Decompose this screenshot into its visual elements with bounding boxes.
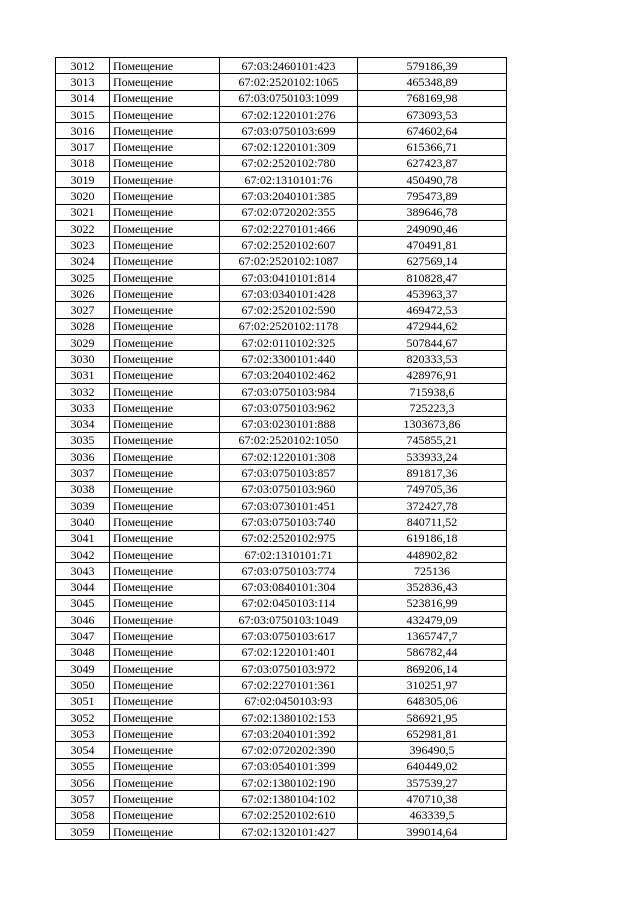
cadastral-number-cell: 67:03:0750103:984 <box>220 383 358 399</box>
table-row <box>56 465 507 481</box>
object-type-cell: Помещение <box>110 726 220 742</box>
cadastral-number-cell: 67:03:2040102:462 <box>220 367 358 383</box>
table-row <box>56 709 507 725</box>
row-number-cell: 3024 <box>56 253 110 269</box>
cadastral-value-cell: 820333,53 <box>358 351 507 367</box>
cadastral-value-cell: 674602,64 <box>358 123 507 139</box>
cadastral-number-cell: 67:02:1220101:308 <box>220 449 358 465</box>
cadastral-number-cell: 67:02:1320101:427 <box>220 823 358 839</box>
table-row <box>56 514 507 530</box>
object-type-cell: Помещение <box>110 416 220 432</box>
table-row <box>56 123 507 139</box>
cadastral-value-cell: 463339,5 <box>358 807 507 823</box>
row-number-cell: 3038 <box>56 481 110 497</box>
cadastral-value-cell: 586782,44 <box>358 644 507 660</box>
object-type-cell: Помещение <box>110 74 220 90</box>
cadastral-number-cell: 67:03:0750103:774 <box>220 563 358 579</box>
cadastral-value-cell: 840711,52 <box>358 514 507 530</box>
cadastral-value-cell: 465348,89 <box>358 74 507 90</box>
table-row <box>56 351 507 367</box>
cadastral-number-cell: 67:03:0230101:888 <box>220 416 358 432</box>
cadastral-number-cell: 67:03:2040101:392 <box>220 726 358 742</box>
cadastral-number-cell: 67:03:0730101:451 <box>220 498 358 514</box>
cadastral-number-cell: 67:02:2520102:1087 <box>220 253 358 269</box>
row-number-cell: 3019 <box>56 172 110 188</box>
table-row <box>56 546 507 562</box>
row-number-cell: 3022 <box>56 220 110 236</box>
cadastral-number-cell: 67:03:0540101:399 <box>220 758 358 774</box>
table-row <box>56 172 507 188</box>
object-type-cell: Помещение <box>110 106 220 122</box>
object-type-cell: Помещение <box>110 253 220 269</box>
table-row <box>56 220 507 236</box>
cadastral-value-cell: 648305,06 <box>358 693 507 709</box>
object-type-cell: Помещение <box>110 318 220 334</box>
cadastral-number-cell: 67:02:1310101:76 <box>220 172 358 188</box>
object-type-cell: Помещение <box>110 823 220 839</box>
object-type-cell: Помещение <box>110 579 220 595</box>
table-row <box>56 318 507 334</box>
cadastral-number-cell: 67:03:0750103:1099 <box>220 90 358 106</box>
cadastral-number-cell: 67:03:0340101:428 <box>220 286 358 302</box>
cadastral-value-cell: 399014,64 <box>358 823 507 839</box>
object-type-cell: Помещение <box>110 139 220 155</box>
row-number-cell: 3034 <box>56 416 110 432</box>
row-number-cell: 3053 <box>56 726 110 742</box>
object-type-cell: Помещение <box>110 807 220 823</box>
cadastral-number-cell: 67:03:0750103:962 <box>220 400 358 416</box>
row-number-cell: 3018 <box>56 155 110 171</box>
cadastral-value-cell: 619186,18 <box>358 530 507 546</box>
table-row <box>56 628 507 644</box>
row-number-cell: 3040 <box>56 514 110 530</box>
cadastral-number-cell: 67:03:0750103:960 <box>220 481 358 497</box>
cadastral-number-cell: 67:03:2040101:385 <box>220 188 358 204</box>
object-type-cell: Помещение <box>110 595 220 611</box>
object-type-cell: Помещение <box>110 709 220 725</box>
cadastral-value-cell: 640449,02 <box>358 758 507 774</box>
table-row <box>56 400 507 416</box>
table-row <box>56 693 507 709</box>
cadastral-value-cell: 615366,71 <box>358 139 507 155</box>
object-type-cell: Помещение <box>110 367 220 383</box>
cadastral-number-cell: 67:02:1380102:153 <box>220 709 358 725</box>
cadastral-number-cell: 67:02:2520102:610 <box>220 807 358 823</box>
cadastral-number-cell: 67:02:1220101:309 <box>220 139 358 155</box>
object-type-cell: Помещение <box>110 335 220 351</box>
table-row <box>56 139 507 155</box>
table-row <box>56 644 507 660</box>
cadastral-number-cell: 67:02:2520102:607 <box>220 237 358 253</box>
table-row <box>56 660 507 676</box>
cadastral-value-cell: 891817,36 <box>358 465 507 481</box>
cadastral-number-cell: 67:02:1380104:102 <box>220 791 358 807</box>
table-row <box>56 106 507 122</box>
row-number-cell: 3042 <box>56 546 110 562</box>
cadastral-number-cell: 67:03:0750103:699 <box>220 123 358 139</box>
row-number-cell: 3033 <box>56 400 110 416</box>
cadastral-value-cell: 389646,78 <box>358 204 507 220</box>
object-type-cell: Помещение <box>110 498 220 514</box>
cadastral-value-cell: 725136 <box>358 563 507 579</box>
object-type-cell: Помещение <box>110 530 220 546</box>
table-row <box>56 775 507 791</box>
cadastral-value-cell: 357539,27 <box>358 775 507 791</box>
row-number-cell: 3013 <box>56 74 110 90</box>
cadastral-value-cell: 725223,3 <box>358 400 507 416</box>
row-number-cell: 3025 <box>56 269 110 285</box>
row-number-cell: 3017 <box>56 139 110 155</box>
cadastral-value-cell: 627423,87 <box>358 155 507 171</box>
cadastral-value-cell: 450490,78 <box>358 172 507 188</box>
row-number-cell: 3057 <box>56 791 110 807</box>
row-number-cell: 3046 <box>56 612 110 628</box>
cadastral-value-cell: 352836,43 <box>358 579 507 595</box>
object-type-cell: Помещение <box>110 58 220 74</box>
object-type-cell: Помещение <box>110 286 220 302</box>
row-number-cell: 3035 <box>56 432 110 448</box>
table-row <box>56 188 507 204</box>
cadastral-number-cell: 67:03:0750103:857 <box>220 465 358 481</box>
cadastral-value-cell: 579186,39 <box>358 58 507 74</box>
cadastral-value-cell: 428976,91 <box>358 367 507 383</box>
table-row <box>56 758 507 774</box>
object-type-cell: Помещение <box>110 302 220 318</box>
table-body <box>56 58 507 840</box>
object-type-cell: Помещение <box>110 677 220 693</box>
cadastral-value-cell: 448902,82 <box>358 546 507 562</box>
cadastral-number-cell: 67:02:2520102:1178 <box>220 318 358 334</box>
cadastral-value-cell: 768169,98 <box>358 90 507 106</box>
cadastral-number-cell: 67:02:2520102:1050 <box>220 432 358 448</box>
table-row <box>56 367 507 383</box>
table-row <box>56 302 507 318</box>
object-type-cell: Помещение <box>110 432 220 448</box>
object-type-cell: Помещение <box>110 188 220 204</box>
table-row <box>56 726 507 742</box>
row-number-cell: 3012 <box>56 58 110 74</box>
object-type-cell: Помещение <box>110 237 220 253</box>
row-number-cell: 3029 <box>56 335 110 351</box>
cadastral-number-cell: 67:02:2520102:590 <box>220 302 358 318</box>
cadastral-value-cell: 469472,53 <box>358 302 507 318</box>
object-type-cell: Помещение <box>110 449 220 465</box>
table-row <box>56 90 507 106</box>
cadastral-value-cell: 586921,95 <box>358 709 507 725</box>
row-number-cell: 3052 <box>56 709 110 725</box>
table-row <box>56 74 507 90</box>
table-row <box>56 237 507 253</box>
cadastral-number-cell: 67:02:3300101:440 <box>220 351 358 367</box>
row-number-cell: 3058 <box>56 807 110 823</box>
row-number-cell: 3026 <box>56 286 110 302</box>
row-number-cell: 3021 <box>56 204 110 220</box>
cadastral-number-cell: 67:02:2270101:466 <box>220 220 358 236</box>
cadastral-value-cell: 432479,09 <box>358 612 507 628</box>
object-type-cell: Помещение <box>110 383 220 399</box>
cadastral-number-cell: 67:03:2460101:423 <box>220 58 358 74</box>
row-number-cell: 3047 <box>56 628 110 644</box>
cadastral-value-cell: 249090,46 <box>358 220 507 236</box>
table-row <box>56 595 507 611</box>
object-type-cell: Помещение <box>110 481 220 497</box>
cadastral-value-cell: 1303673,86 <box>358 416 507 432</box>
cadastral-value-cell: 533933,24 <box>358 449 507 465</box>
cadastral-value-cell: 470491,81 <box>358 237 507 253</box>
row-number-cell: 3016 <box>56 123 110 139</box>
cadastral-value-cell: 795473,89 <box>358 188 507 204</box>
object-type-cell: Помещение <box>110 644 220 660</box>
object-type-cell: Помещение <box>110 563 220 579</box>
table-row <box>56 481 507 497</box>
object-type-cell: Помещение <box>110 351 220 367</box>
table-row <box>56 269 507 285</box>
row-number-cell: 3023 <box>56 237 110 253</box>
table-row <box>56 58 507 74</box>
cadastral-value-cell: 396490,5 <box>358 742 507 758</box>
row-number-cell: 3059 <box>56 823 110 839</box>
object-type-cell: Помещение <box>110 204 220 220</box>
cadastral-number-cell: 67:02:0110102:325 <box>220 335 358 351</box>
cadastral-number-cell: 67:02:2520102:780 <box>220 155 358 171</box>
cadastral-value-cell: 372427,78 <box>358 498 507 514</box>
row-number-cell: 3048 <box>56 644 110 660</box>
row-number-cell: 3045 <box>56 595 110 611</box>
table-row <box>56 612 507 628</box>
table-row <box>56 677 507 693</box>
cadastral-number-cell: 67:02:1310101:71 <box>220 546 358 562</box>
cadastral-number-cell: 67:03:0750103:1049 <box>220 612 358 628</box>
table-row <box>56 335 507 351</box>
object-type-cell: Помещение <box>110 514 220 530</box>
cadastral-value-cell: 652981,81 <box>358 726 507 742</box>
table-row <box>56 498 507 514</box>
table-row <box>56 563 507 579</box>
cadastral-number-cell: 67:02:0450103:114 <box>220 595 358 611</box>
table-row <box>56 204 507 220</box>
object-type-cell: Помещение <box>110 155 220 171</box>
table-row <box>56 383 507 399</box>
cadastral-number-cell: 67:02:1220101:401 <box>220 644 358 660</box>
cadastral-value-cell: 869206,14 <box>358 660 507 676</box>
cadastral-value-cell: 470710,38 <box>358 791 507 807</box>
cadastral-value-cell: 310251,97 <box>358 677 507 693</box>
row-number-cell: 3039 <box>56 498 110 514</box>
cadastral-value-cell: 453963,37 <box>358 286 507 302</box>
cadastral-number-cell: 67:03:0750103:972 <box>220 660 358 676</box>
object-type-cell: Помещение <box>110 775 220 791</box>
cadastral-number-cell: 67:02:0720202:355 <box>220 204 358 220</box>
row-number-cell: 3055 <box>56 758 110 774</box>
table-row <box>56 416 507 432</box>
row-number-cell: 3032 <box>56 383 110 399</box>
table-row <box>56 530 507 546</box>
table-row <box>56 579 507 595</box>
table-row <box>56 286 507 302</box>
row-number-cell: 3020 <box>56 188 110 204</box>
object-type-cell: Помещение <box>110 172 220 188</box>
cadastral-value-cell: 507844,67 <box>358 335 507 351</box>
object-type-cell: Помещение <box>110 791 220 807</box>
row-number-cell: 3056 <box>56 775 110 791</box>
table-row <box>56 432 507 448</box>
table-row <box>56 155 507 171</box>
row-number-cell: 3014 <box>56 90 110 106</box>
cadastral-number-cell: 67:02:0450103:93 <box>220 693 358 709</box>
row-number-cell: 3043 <box>56 563 110 579</box>
cadastral-value-cell: 673093,53 <box>358 106 507 122</box>
object-type-cell: Помещение <box>110 123 220 139</box>
cadastral-value-cell: 1365747,7 <box>358 628 507 644</box>
row-number-cell: 3036 <box>56 449 110 465</box>
cadastral-number-cell: 67:03:0840101:304 <box>220 579 358 595</box>
table-row <box>56 742 507 758</box>
table-row <box>56 791 507 807</box>
object-type-cell: Помещение <box>110 400 220 416</box>
row-number-cell: 3037 <box>56 465 110 481</box>
row-number-cell: 3049 <box>56 660 110 676</box>
cadastral-value-cell: 472944,62 <box>358 318 507 334</box>
table-row <box>56 449 507 465</box>
object-type-cell: Помещение <box>110 612 220 628</box>
cadastral-value-cell: 715938,6 <box>358 383 507 399</box>
row-number-cell: 3031 <box>56 367 110 383</box>
cadastral-value-table <box>55 57 507 840</box>
cadastral-number-cell: 67:02:1220101:276 <box>220 106 358 122</box>
object-type-cell: Помещение <box>110 269 220 285</box>
object-type-cell: Помещение <box>110 465 220 481</box>
cadastral-value-cell: 810828,47 <box>358 269 507 285</box>
row-number-cell: 3015 <box>56 106 110 122</box>
table-row <box>56 807 507 823</box>
cadastral-number-cell: 67:02:2520102:975 <box>220 530 358 546</box>
cadastral-number-cell: 67:02:2270101:361 <box>220 677 358 693</box>
row-number-cell: 3050 <box>56 677 110 693</box>
table-row <box>56 253 507 269</box>
object-type-cell: Помещение <box>110 742 220 758</box>
object-type-cell: Помещение <box>110 660 220 676</box>
row-number-cell: 3030 <box>56 351 110 367</box>
row-number-cell: 3027 <box>56 302 110 318</box>
object-type-cell: Помещение <box>110 220 220 236</box>
row-number-cell: 3028 <box>56 318 110 334</box>
cadastral-number-cell: 67:02:0720202:390 <box>220 742 358 758</box>
cadastral-number-cell: 67:03:0750103:617 <box>220 628 358 644</box>
row-number-cell: 3044 <box>56 579 110 595</box>
object-type-cell: Помещение <box>110 628 220 644</box>
object-type-cell: Помещение <box>110 90 220 106</box>
row-number-cell: 3041 <box>56 530 110 546</box>
table-row <box>56 823 507 839</box>
cadastral-value-cell: 749705,36 <box>358 481 507 497</box>
cadastral-value-cell: 627569,14 <box>358 253 507 269</box>
object-type-cell: Помещение <box>110 546 220 562</box>
row-number-cell: 3054 <box>56 742 110 758</box>
cadastral-number-cell: 67:02:1380102:190 <box>220 775 358 791</box>
cadastral-number-cell: 67:02:2520102:1065 <box>220 74 358 90</box>
object-type-cell: Помещение <box>110 758 220 774</box>
cadastral-number-cell: 67:03:0750103:740 <box>220 514 358 530</box>
cadastral-value-cell: 745855,21 <box>358 432 507 448</box>
object-type-cell: Помещение <box>110 693 220 709</box>
cadastral-value-cell: 523816,99 <box>358 595 507 611</box>
cadastral-number-cell: 67:03:0410101:814 <box>220 269 358 285</box>
row-number-cell: 3051 <box>56 693 110 709</box>
